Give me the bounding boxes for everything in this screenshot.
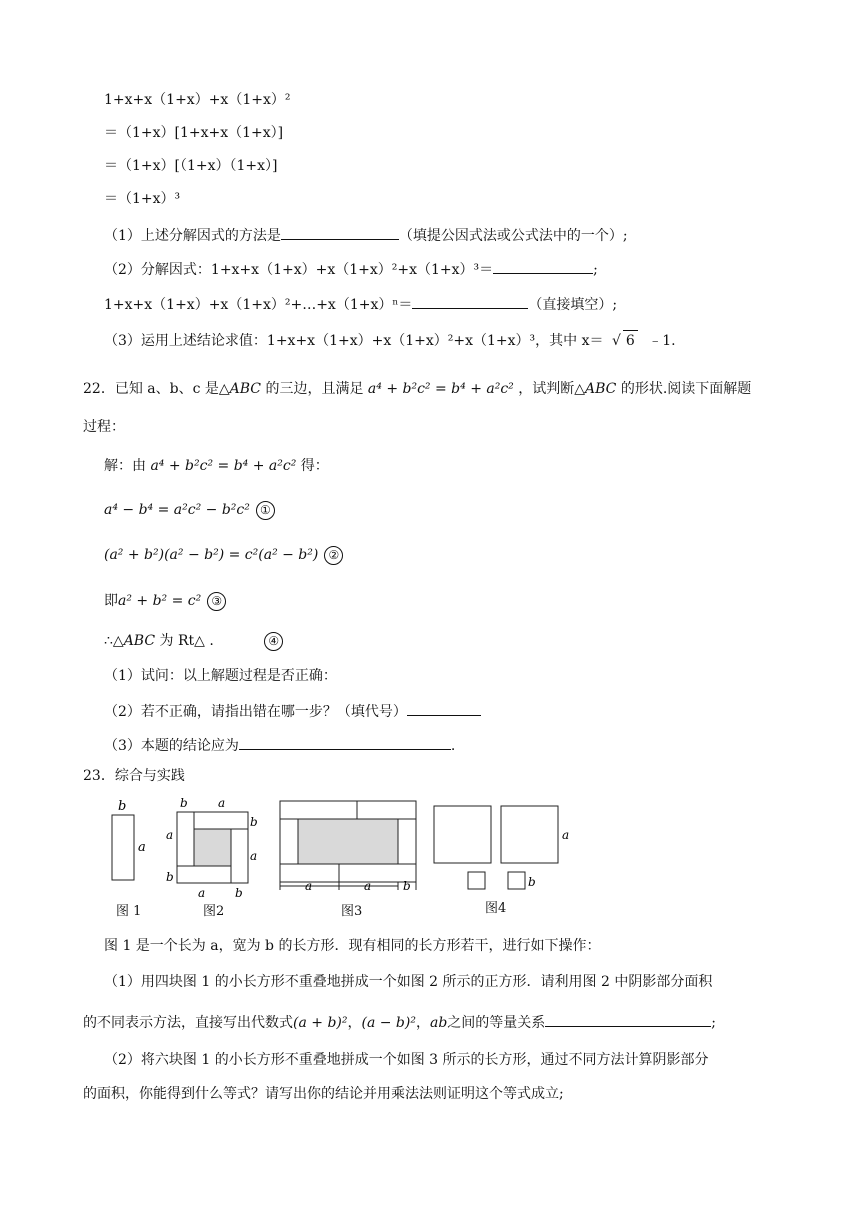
triangle-abc: △ABC — [574, 381, 617, 397]
answer-blank[interactable] — [545, 1011, 711, 1027]
equation-2: (a² + b²)(a² − b²) = c²(a² − b²) — [104, 547, 319, 563]
figure-1 — [112, 799, 146, 880]
step-1 — [104, 500, 275, 520]
q21-part3: （3）运用上述结论求值：1+x+x（1+x）+x（1+x）²+x（1+x）³，其中 x＝ √ 6 ﹣1. — [104, 330, 676, 351]
q22-intro-a: 22．已知 a、b、c 是 — [83, 381, 219, 397]
expr-a-minus-b-squared: (a − b)² — [361, 1015, 416, 1031]
therefore: ∴ — [104, 633, 113, 649]
q21-part1 — [104, 224, 628, 246]
step-mark-2: ② — [324, 546, 343, 565]
fig2-caption: 图2 — [203, 904, 225, 919]
q21-part1-tail: （填提公因式法或公式法中的一个）; — [398, 228, 628, 244]
q21-part3-tail: ﹣1. — [648, 333, 676, 349]
q22-question-3-tail: . — [450, 738, 456, 754]
step-3 — [104, 591, 226, 611]
step-4 — [104, 631, 283, 651]
q21-step1: ＝（1+x）[1+x+x（1+x）] — [104, 125, 284, 141]
step-2 — [104, 545, 343, 565]
q21-step3: ＝（1+x）³ — [104, 191, 181, 207]
q22-intro-c: ，试判断 — [518, 381, 575, 397]
q22-question-2-text: （2）若不正确，请指出错在哪一步？（填代号） — [104, 704, 407, 720]
svg-text:a: a — [198, 886, 206, 900]
answer-blank[interactable] — [493, 258, 593, 274]
fig1-label-b: b — [118, 799, 127, 814]
svg-text:b: b — [250, 815, 258, 829]
figure-3 — [280, 801, 416, 893]
q21-part2 — [104, 258, 598, 280]
svg-text:b: b — [180, 796, 188, 810]
svg-text:a: a — [218, 796, 226, 810]
figure-2 — [166, 796, 258, 900]
answer-blank[interactable] — [407, 700, 481, 716]
svg-text:b: b — [235, 886, 243, 900]
q22-question-1: （1）试问：以上解题过程是否正确： — [104, 668, 337, 684]
svg-text:a: a — [166, 828, 174, 842]
q21-part2-tail: ; — [593, 262, 598, 278]
answer-blank[interactable] — [412, 293, 528, 309]
q22-intro — [83, 379, 751, 399]
figure-4 — [434, 806, 569, 889]
text2b-tail: ; — [711, 1015, 716, 1031]
expr-ab: ab — [429, 1015, 448, 1031]
step-mark-1: ① — [256, 501, 275, 520]
sol-a: 解：由 — [104, 458, 146, 474]
q22-intro-line2: 过程： — [83, 419, 125, 435]
q21-part3-text: （3）运用上述结论求值：1+x+x（1+x）+x（1+x）²+x（1+x）³，其中 x＝ — [104, 333, 604, 349]
step-mark-3: ③ — [207, 592, 226, 611]
sqrt-radicand: 6 — [623, 330, 638, 351]
q21-part2-text: （2）分解因式：1+x+x（1+x）+x（1+x）²+x（1+x）³＝ — [104, 262, 494, 278]
svg-text:b: b — [528, 875, 536, 889]
answer-blank[interactable] — [281, 224, 399, 240]
q23-text2a: （1）用四块图 1 的小长方形不重叠地拼成一个如图 2 所示的正方形．请利用图 2 中阴影部分面积 — [104, 974, 713, 990]
q23-heading: 23．综合与实践 — [83, 768, 185, 784]
q23-text2b — [83, 1011, 716, 1033]
text2b-a: 的不同表示方法，直接写出代数式 — [83, 1015, 293, 1031]
q21-step2: ＝（1+x）[（1+x）（1+x）] — [104, 158, 278, 174]
q22-question-2 — [104, 700, 481, 722]
separator: ， — [415, 1015, 430, 1031]
q21-part2b — [104, 293, 617, 315]
separator: ， — [347, 1015, 362, 1031]
step-mark-4: ④ — [264, 632, 283, 651]
svg-text:a: a — [305, 879, 313, 893]
svg-text:a: a — [250, 849, 258, 863]
triangle-abc: △ABC — [218, 381, 262, 397]
q21-part2b-tail: （直接填空）; — [528, 297, 618, 313]
answer-blank[interactable] — [239, 734, 451, 750]
svg-text:a: a — [364, 879, 372, 893]
sol-equation: a⁴ + b²c² = b⁴ + a²c² — [150, 458, 297, 474]
q21-step0: 1+x+x（1+x）+x（1+x）² — [104, 92, 291, 108]
q23-text1: 图 1 是一个长为 a，宽为 b 的长方形．现有相同的长方形若干，进行如下操作： — [104, 938, 601, 954]
fig3-caption: 图3 — [341, 904, 363, 919]
q23-text3a: （2）将六块图 1 的小长方形不重叠地拼成一个如图 3 所示的长方形，通过不同方法计算阴影部分 — [104, 1052, 709, 1068]
q23-text3b: 的面积，你能得到什么等式？请写出你的结论并用乘法法则证明这个等式成立; — [83, 1086, 564, 1102]
q22-intro-d: 的形状.阅读下面解题 — [620, 381, 752, 397]
equation-3: a² + b² = c² — [118, 593, 202, 609]
step-3-prefix: 即 — [104, 593, 118, 609]
step-4-text: 为 Rt△ . — [159, 633, 214, 649]
svg-text:b: b — [403, 879, 411, 893]
sol-b: 得： — [300, 458, 329, 474]
q22-question-3 — [104, 734, 455, 756]
fig1-caption: 图 1 — [116, 904, 142, 919]
fig4-caption: 图4 — [485, 901, 507, 916]
q21-part1-text: （1）上述分解因式的方法是 — [104, 228, 281, 244]
svg-text:a: a — [562, 828, 570, 842]
equation-1: a⁴ − b⁴ = a²c² − b²c² — [104, 502, 250, 518]
expr-a-plus-b-squared: (a + b)² — [293, 1015, 348, 1031]
q22-question-3-text: （3）本题的结论应为 — [104, 738, 239, 754]
q22-solution-start — [104, 456, 329, 476]
q21-part2b-text: 1+x+x（1+x）+x（1+x）²+…+x（1+x）ⁿ＝ — [104, 297, 413, 313]
fig1-label-a: a — [138, 840, 146, 855]
triangle-abc: △ABC — [112, 633, 156, 649]
q22-intro-b: 的三边，且满足 — [265, 381, 364, 397]
given-equation: a⁴ + b²c² = b⁴ + a²c² — [367, 381, 514, 397]
svg-text:b: b — [166, 870, 174, 884]
text2b-b: 之间的等量关系 — [447, 1015, 546, 1031]
